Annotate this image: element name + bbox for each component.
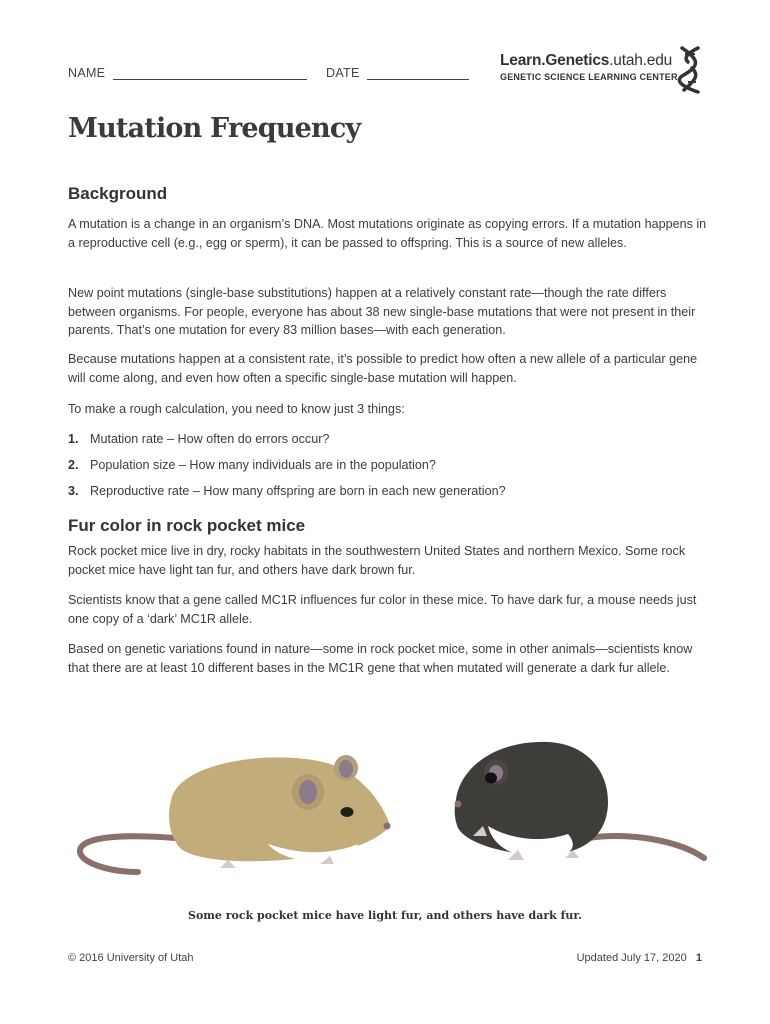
brand-logo — [500, 52, 678, 82]
brand-subtitle: GENETIC SCIENCE LEARNING CENTER — [500, 72, 678, 82]
light-mouse-icon — [80, 755, 391, 872]
date-line — [367, 67, 469, 80]
updated-date: Updated July 17, 2020 — [576, 952, 687, 964]
mice-illustration — [68, 722, 708, 882]
background-paragraph-4: To make a rough calculation, you need to know just 3 things: — [68, 402, 405, 416]
list-item: 1. Mutation rate – How often do errors occur? — [68, 432, 330, 446]
list-item: 2. Population size – How many individuals are in the population? — [68, 458, 436, 472]
fur-paragraph-1: Rock pocket mice live in dry, rocky habitats in the southwestern United States and northern Mexico. Some rock pocket mice have light tan fur, and others have dark brown fur. — [68, 544, 686, 577]
brand-name: Learn.Genetics.utah.edu — [500, 52, 673, 69]
copyright: © 2016 University of Utah — [68, 952, 194, 964]
date-label: DATE — [326, 66, 360, 80]
fur-heading: Fur color in rock pocket mice — [68, 516, 306, 535]
page-title: Mutation Frequency — [68, 113, 361, 144]
date-field[interactable] — [326, 66, 469, 80]
footer-right — [577, 952, 702, 964]
list-item: 3. Reproductive rate – How many offspring are born in each new generation? — [68, 484, 506, 498]
background-paragraph-1: A mutation is a change in an organism’s DNA. Most mutations originate as copying errors. If a mutation happens in a reproductive cell (e.g., egg or sperm), it can be passed to offspring. This is a source of new alleles. — [68, 217, 707, 250]
fur-paragraph-3: Based on genetic variations found in nature—some in rock pocket mice, some in other animals—scientists know that there are at least 10 different bases in the MC1R gene that when mutated will generate a dark fur allele. — [68, 642, 693, 675]
background-heading: Background — [68, 184, 168, 203]
fur-paragraph-2: Scientists know that a gene called MC1R influences fur color in these mice. To have dark fur, a mouse needs just one copy of a ‘dark’ MC1R allele. — [68, 593, 697, 626]
background-paragraph-3: Because mutations happen at a consistent rate, it’s possible to predict how often a new allele of a particular gene will come along, and even how often a specific single-base mutation will happen. — [68, 352, 698, 385]
name-line — [113, 67, 307, 80]
page-number: 1 — [695, 952, 702, 964]
name-label: NAME — [68, 66, 106, 80]
factors-list — [68, 430, 708, 508]
figure-caption: Some rock pocket mice have light fur, and others have dark fur. — [188, 909, 582, 922]
background-paragraph-2: New point mutations (single-base substitutions) happen at a relatively constant rate—though the rate differs between organisms. For people, everyone has about 38 new single-base mutations that were not present in their parents. That’s one mutation for every 83 million bases—with each generation. — [68, 286, 696, 337]
dark-mouse-icon — [455, 742, 705, 860]
name-field[interactable] — [68, 66, 307, 80]
dna-icon — [676, 46, 706, 94]
